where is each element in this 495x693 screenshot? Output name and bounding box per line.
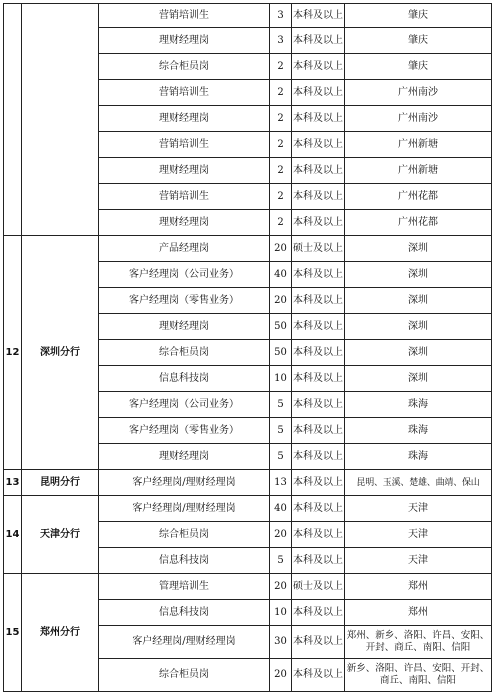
position-cell: 理财经理岗 bbox=[99, 444, 270, 470]
row-number-cell: 13 bbox=[4, 470, 22, 496]
education-cell: 本科及以上 bbox=[292, 80, 345, 106]
education-cell: 本科及以上 bbox=[292, 262, 345, 288]
education-cell: 本科及以上 bbox=[292, 184, 345, 210]
table-row bbox=[4, 470, 492, 496]
position-cell: 综合柜员岗 bbox=[99, 340, 270, 366]
count-cell: 40 bbox=[270, 262, 292, 288]
location-cell: 肇庆 bbox=[345, 4, 492, 28]
count-cell: 2 bbox=[270, 54, 292, 80]
location-cell: 深圳 bbox=[345, 236, 492, 262]
position-cell: 信息科技岗 bbox=[99, 600, 270, 626]
count-cell: 20 bbox=[270, 522, 292, 548]
location-cell: 广州新塘 bbox=[345, 158, 492, 184]
education-cell: 本科及以上 bbox=[292, 340, 345, 366]
education-cell: 硕士及以上 bbox=[292, 236, 345, 262]
location-cell: 深圳 bbox=[345, 314, 492, 340]
location-cell: 深圳 bbox=[345, 288, 492, 314]
branch-name-cell: 天津分行 bbox=[22, 496, 99, 574]
location-cell: 天津 bbox=[345, 496, 492, 522]
count-cell: 50 bbox=[270, 340, 292, 366]
position-cell: 产品经理岗 bbox=[99, 236, 270, 262]
education-cell: 本科及以上 bbox=[292, 418, 345, 444]
location-cell: 新乡、洛阳、许昌、安阳、开封、商丘、南阳、信阳 bbox=[345, 659, 492, 692]
position-cell: 客户经理岗（零售业务） bbox=[99, 288, 270, 314]
count-cell: 30 bbox=[270, 626, 292, 659]
location-cell: 深圳 bbox=[345, 262, 492, 288]
position-cell: 营销培训生 bbox=[99, 4, 270, 28]
count-cell: 3 bbox=[270, 4, 292, 28]
location-cell: 郑州 bbox=[345, 574, 492, 600]
position-cell: 客户经理岗（公司业务） bbox=[99, 262, 270, 288]
education-cell: 本科及以上 bbox=[292, 548, 345, 574]
location-cell: 郑州 bbox=[345, 600, 492, 626]
count-cell: 10 bbox=[270, 600, 292, 626]
education-cell: 本科及以上 bbox=[292, 366, 345, 392]
education-cell: 本科及以上 bbox=[292, 600, 345, 626]
count-cell: 20 bbox=[270, 659, 292, 692]
row-number-cell: 15 bbox=[4, 574, 22, 692]
education-cell: 本科及以上 bbox=[292, 4, 345, 28]
table-row bbox=[4, 496, 492, 522]
location-cell: 广州花都 bbox=[345, 184, 492, 210]
position-cell: 信息科技岗 bbox=[99, 548, 270, 574]
position-cell: 综合柜员岗 bbox=[99, 522, 270, 548]
position-cell: 综合柜员岗 bbox=[99, 54, 270, 80]
position-cell: 理财经理岗 bbox=[99, 210, 270, 236]
recruitment-table bbox=[3, 3, 492, 692]
branch-name-cell: 昆明分行 bbox=[22, 470, 99, 496]
position-cell: 综合柜员岗 bbox=[99, 659, 270, 692]
location-cell: 深圳 bbox=[345, 366, 492, 392]
education-cell: 本科及以上 bbox=[292, 444, 345, 470]
education-cell: 本科及以上 bbox=[292, 158, 345, 184]
education-cell: 本科及以上 bbox=[292, 314, 345, 340]
position-cell: 理财经理岗 bbox=[99, 28, 270, 54]
position-cell: 客户经理岗/理财经理岗 bbox=[99, 626, 270, 659]
position-cell: 理财经理岗 bbox=[99, 106, 270, 132]
education-cell: 本科及以上 bbox=[292, 522, 345, 548]
position-cell: 客户经理岗（公司业务） bbox=[99, 392, 270, 418]
count-cell: 20 bbox=[270, 288, 292, 314]
location-cell: 广州南沙 bbox=[345, 106, 492, 132]
row-number-cell: 14 bbox=[4, 496, 22, 574]
count-cell: 5 bbox=[270, 418, 292, 444]
education-cell: 本科及以上 bbox=[292, 28, 345, 54]
education-cell: 本科及以上 bbox=[292, 659, 345, 692]
count-cell: 40 bbox=[270, 496, 292, 522]
location-cell: 广州新塘 bbox=[345, 132, 492, 158]
location-cell: 肇庆 bbox=[345, 54, 492, 80]
position-cell: 营销培训生 bbox=[99, 80, 270, 106]
table-row bbox=[4, 574, 492, 600]
education-cell: 硕士及以上 bbox=[292, 574, 345, 600]
position-cell: 营销培训生 bbox=[99, 132, 270, 158]
location-cell: 深圳 bbox=[345, 340, 492, 366]
education-cell: 本科及以上 bbox=[292, 132, 345, 158]
location-cell: 珠海 bbox=[345, 444, 492, 470]
count-cell: 13 bbox=[270, 470, 292, 496]
position-cell: 理财经理岗 bbox=[99, 314, 270, 340]
education-cell: 本科及以上 bbox=[292, 626, 345, 659]
count-cell: 20 bbox=[270, 236, 292, 262]
location-cell: 郑州、新乡、洛阳、许昌、安阳、开封、商丘、南阳、信阳 bbox=[345, 626, 492, 659]
education-cell: 本科及以上 bbox=[292, 210, 345, 236]
location-cell: 珠海 bbox=[345, 392, 492, 418]
location-cell: 珠海 bbox=[345, 418, 492, 444]
location-cell: 天津 bbox=[345, 548, 492, 574]
location-cell: 昆明、玉溪、楚雄、曲靖、保山 bbox=[345, 470, 492, 496]
count-cell: 20 bbox=[270, 574, 292, 600]
count-cell: 5 bbox=[270, 392, 292, 418]
education-cell: 本科及以上 bbox=[292, 496, 345, 522]
table-row bbox=[4, 4, 492, 28]
education-cell: 本科及以上 bbox=[292, 392, 345, 418]
count-cell: 5 bbox=[270, 444, 292, 470]
position-cell: 理财经理岗 bbox=[99, 158, 270, 184]
position-cell: 客户经理岗/理财经理岗 bbox=[99, 470, 270, 496]
branch-name-cell bbox=[22, 4, 99, 236]
location-cell: 广州花都 bbox=[345, 210, 492, 236]
position-cell: 营销培训生 bbox=[99, 184, 270, 210]
branch-name-cell: 深圳分行 bbox=[22, 236, 99, 470]
position-cell: 信息科技岗 bbox=[99, 366, 270, 392]
position-cell: 管理培训生 bbox=[99, 574, 270, 600]
location-cell: 天津 bbox=[345, 522, 492, 548]
count-cell: 2 bbox=[270, 80, 292, 106]
count-cell: 10 bbox=[270, 366, 292, 392]
education-cell: 本科及以上 bbox=[292, 470, 345, 496]
table-row bbox=[4, 236, 492, 262]
table-body bbox=[4, 4, 492, 692]
row-number-cell bbox=[4, 4, 22, 236]
count-cell: 2 bbox=[270, 106, 292, 132]
position-cell: 客户经理岗（零售业务） bbox=[99, 418, 270, 444]
count-cell: 2 bbox=[270, 184, 292, 210]
education-cell: 本科及以上 bbox=[292, 54, 345, 80]
count-cell: 2 bbox=[270, 158, 292, 184]
count-cell: 50 bbox=[270, 314, 292, 340]
count-cell: 2 bbox=[270, 132, 292, 158]
education-cell: 本科及以上 bbox=[292, 288, 345, 314]
count-cell: 3 bbox=[270, 28, 292, 54]
position-cell: 客户经理岗/理财经理岗 bbox=[99, 496, 270, 522]
count-cell: 2 bbox=[270, 210, 292, 236]
count-cell: 5 bbox=[270, 548, 292, 574]
branch-name-cell: 郑州分行 bbox=[22, 574, 99, 692]
education-cell: 本科及以上 bbox=[292, 106, 345, 132]
location-cell: 广州南沙 bbox=[345, 80, 492, 106]
row-number-cell: 12 bbox=[4, 236, 22, 470]
location-cell: 肇庆 bbox=[345, 28, 492, 54]
